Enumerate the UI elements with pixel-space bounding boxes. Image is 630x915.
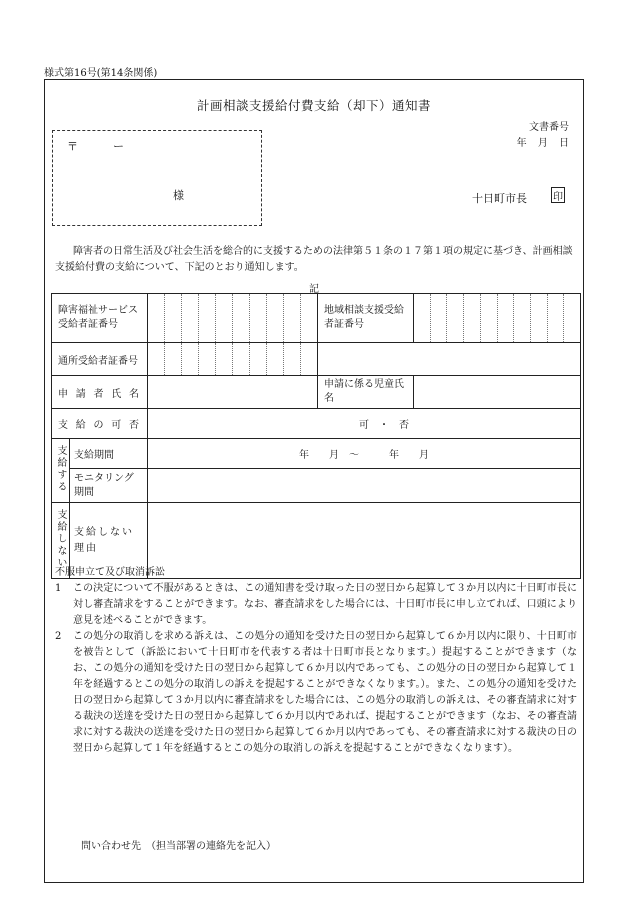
postal-mark: 〒: [67, 140, 78, 153]
group-pay-text: 支給する: [55, 445, 66, 493]
child-field[interactable]: [414, 376, 581, 409]
list-item: [55, 581, 577, 629]
regional-no-text: 地域相談支援受給者証番号: [324, 305, 404, 330]
applicant-field[interactable]: [148, 376, 318, 409]
honorific: 様: [173, 189, 184, 202]
document-title: 計画相談支援給付費支給（却下）通知書: [196, 98, 431, 113]
recipient-no-text: 障害福祉サービス受給者証番号: [58, 305, 138, 330]
table-row: [52, 409, 581, 439]
table-row: [52, 439, 581, 469]
contact-info: 問い合わせ先 （担当部署の連絡先を記入）: [81, 841, 276, 852]
recipient-no-label: [52, 294, 148, 343]
form-code: 様式第16号(第14条関係): [44, 68, 158, 79]
ki-heading: 記: [309, 284, 319, 295]
table-row: [52, 294, 581, 343]
group-nopay-text: 支給しない: [55, 509, 66, 569]
approval-value[interactable]: [148, 409, 581, 439]
appeal-section: [55, 565, 577, 757]
child-text: 申請に係る児童氏名: [324, 379, 404, 404]
item-text: この決定について不服があるときは、この通知書を受け取った日の翌日から起算して３か月以内に十日町市長に対し審査請求をすることができます。なお、審査請求をした場合には、十日町市長に申し立てれば、口頭により意見を述べることができます。: [73, 583, 577, 626]
postal-dash: ー: [113, 140, 124, 153]
monitoring-text: モニタリング期間: [74, 472, 134, 498]
item-number: 2: [55, 631, 62, 642]
daycare-no-label: [52, 343, 148, 376]
group-pay: [52, 439, 70, 503]
address-box: [52, 130, 262, 226]
notice-table: [51, 293, 581, 579]
child-label: [318, 376, 414, 409]
item-text: この処分の取消しを求める訴えは、この処分の通知を受けた日の翌日から起算して６か月以内に限り、十日町市を被告として（訴訟において十日町市を代表する者は十日町市長となります。）提起することができます（なお、この処分の通知を受けた日の翌日から起算して６か月以内であっても、この処分の日の翌日から起算して１年を経過するとこの処分の取消しの訴えを提起することができなくなります。）。また、この処分の通知を受けた日の翌日から起算して３か月以内に審査請求をした場合には、この処分の取消しの訴えは、その審査請求に対する裁決の送達を受けた日の翌日から起算して６か月以内であれば、提起することができます（なお、その審査請求に対する裁決の送達を受けた日の翌日から起算して６か月以内であっても、その審査請求に対する裁決の日の翌日から起算して１年を経過するとこの処分の取消しの訴えを提起することができなくなります）。: [73, 631, 577, 754]
period-value[interactable]: [148, 439, 581, 469]
daycare-blank: [318, 343, 581, 376]
approval-label: [52, 409, 148, 439]
regional-no-field[interactable]: [414, 294, 581, 343]
appeal-heading: 不服申立て及び取消訴訟: [55, 567, 165, 578]
mayor-name: 十日町市長: [472, 192, 527, 205]
intro-text: 障害者の日常生活及び社会生活を総合的に支援するための法律第５１条の１７第１項の規定に基づき、計画相談支援給付費の支給について、下記のとおり通知します。: [55, 246, 573, 273]
approval-choice: 可 ・ 否: [359, 420, 409, 431]
daycare-no-text: 通所受給者証番号: [58, 355, 138, 367]
applicant-label: [52, 376, 148, 409]
monitoring-label: [70, 469, 148, 503]
recipient-no-field[interactable]: [148, 294, 318, 343]
issue-date: 年 月 日: [516, 138, 569, 149]
seal-stamp: 印: [551, 187, 565, 203]
period-range: 年 月 ～ 年 月: [299, 450, 429, 461]
period-label: [70, 439, 148, 469]
table-row: [52, 343, 581, 376]
regional-no-label: [318, 294, 414, 343]
reason-text: 支給しない理由: [74, 526, 134, 554]
monitoring-field[interactable]: [148, 469, 581, 503]
table-row: [52, 469, 581, 503]
notice-frame: [44, 79, 584, 883]
item-number: 1: [55, 583, 62, 594]
approval-text: 支給の可否: [58, 420, 141, 431]
list-item: [55, 629, 577, 757]
table-row: [52, 376, 581, 409]
period-text: 支給期間: [74, 450, 114, 461]
daycare-no-field[interactable]: [148, 343, 318, 376]
applicant-text: 申請者氏名: [58, 388, 141, 400]
doc-number: 文書番号: [529, 122, 569, 133]
